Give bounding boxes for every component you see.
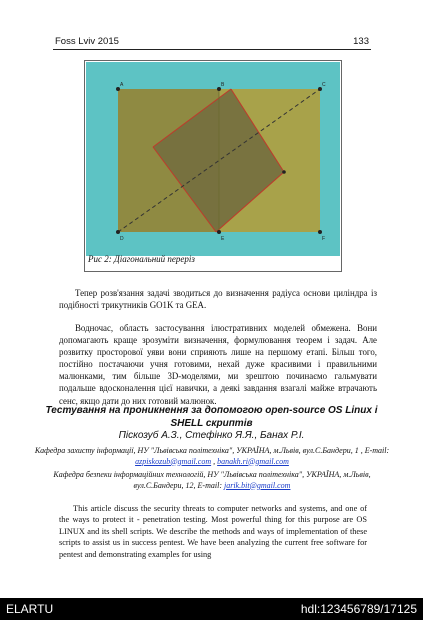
vertex-label: C xyxy=(322,82,326,88)
article-title: Тестування на проникнення за допомогою open-source OS Linux і SHELL скриптів xyxy=(45,405,378,429)
figure-frame xyxy=(84,60,342,272)
vertex-label: A xyxy=(120,82,124,88)
footer-bar xyxy=(0,598,423,620)
vertex-label: E xyxy=(221,236,225,242)
email-link[interactable]: azpiskozub@gmail.com xyxy=(135,456,212,466)
affiliation-2 xyxy=(34,470,390,491)
running-header xyxy=(55,36,369,47)
vertex-point xyxy=(282,170,286,174)
footer-handle[interactable]: hdl:123456789/17125 xyxy=(300,602,417,616)
vertex-point xyxy=(318,230,322,234)
footer-source: ELARTU xyxy=(6,602,54,616)
page-number: 133 xyxy=(353,36,369,47)
body-paragraph: Тепер розв'язання задачі зводиться до визначення радіуса основи циліндра із подібності трикутників GO1K та GEA. xyxy=(59,288,377,311)
vertex-point xyxy=(116,230,120,234)
affiliation-1 xyxy=(34,446,390,467)
cube-diagonal-section-figure xyxy=(86,62,340,256)
body-paragraph: Водночас, область застосування ілюстративних моделей обмежена. Вони допомагають краще зрозуміти визначення, формулювання теорем і задач. Але розвитку просторової уяви вони сприяють лише на першому етапі. Більш того, постійно постачаючи учня готовими, нехай дуже красивими і правильними малюнками, тим більше 3D-моделями, ми зрештою починаємо гальмувати подальше вдосконалення цієї навички, а деякі завдання взагалі майже втрачають сенс, якщо дати до них готовий малюнок. xyxy=(59,323,377,406)
email-separator: , xyxy=(211,456,218,466)
email-link[interactable]: jarik.bit@gmail.com xyxy=(223,480,291,490)
figure-caption: Рис 2: Діагональний переріз xyxy=(88,254,195,264)
affiliation-text: Кафедра захисту інформації, НУ "Львівська політехніка", УКРАЇНА, м.Львів, вул.С.Бандери, 1 , E-mail: xyxy=(34,446,390,455)
affiliation-text: Кафедра безпеки інформаційних технологій, НУ "Львівська політехніка", УКРАЇНА, м.Львів, вул.С.Бандери, 12, E-mail: xyxy=(53,470,371,490)
abstract-paragraph: This article discuss the security threats to computer networks and systems, and one of the ways to protect it - penetration testing. Most powerful thing for this purpose are OS LINUX and its shell scripts. We describe the methods and ways of implementation of these scripts to assist us in success pentest. We have been analyzing the current free software for pentest and demonstrating examples for using xyxy=(59,504,367,559)
vertex-label: B xyxy=(221,82,225,88)
journal-title: Foss Lviv 2015 xyxy=(55,36,119,47)
header-rule xyxy=(53,49,371,50)
email-link[interactable]: banakh.ri@gmail.com xyxy=(217,456,289,466)
vertex-label: D xyxy=(120,236,124,242)
article-authors: Піскозуб А.З., Стефінко Я.Я., Банах Р.І. xyxy=(118,430,305,441)
vertex-point xyxy=(217,230,221,234)
vertex-label: F xyxy=(322,236,326,242)
